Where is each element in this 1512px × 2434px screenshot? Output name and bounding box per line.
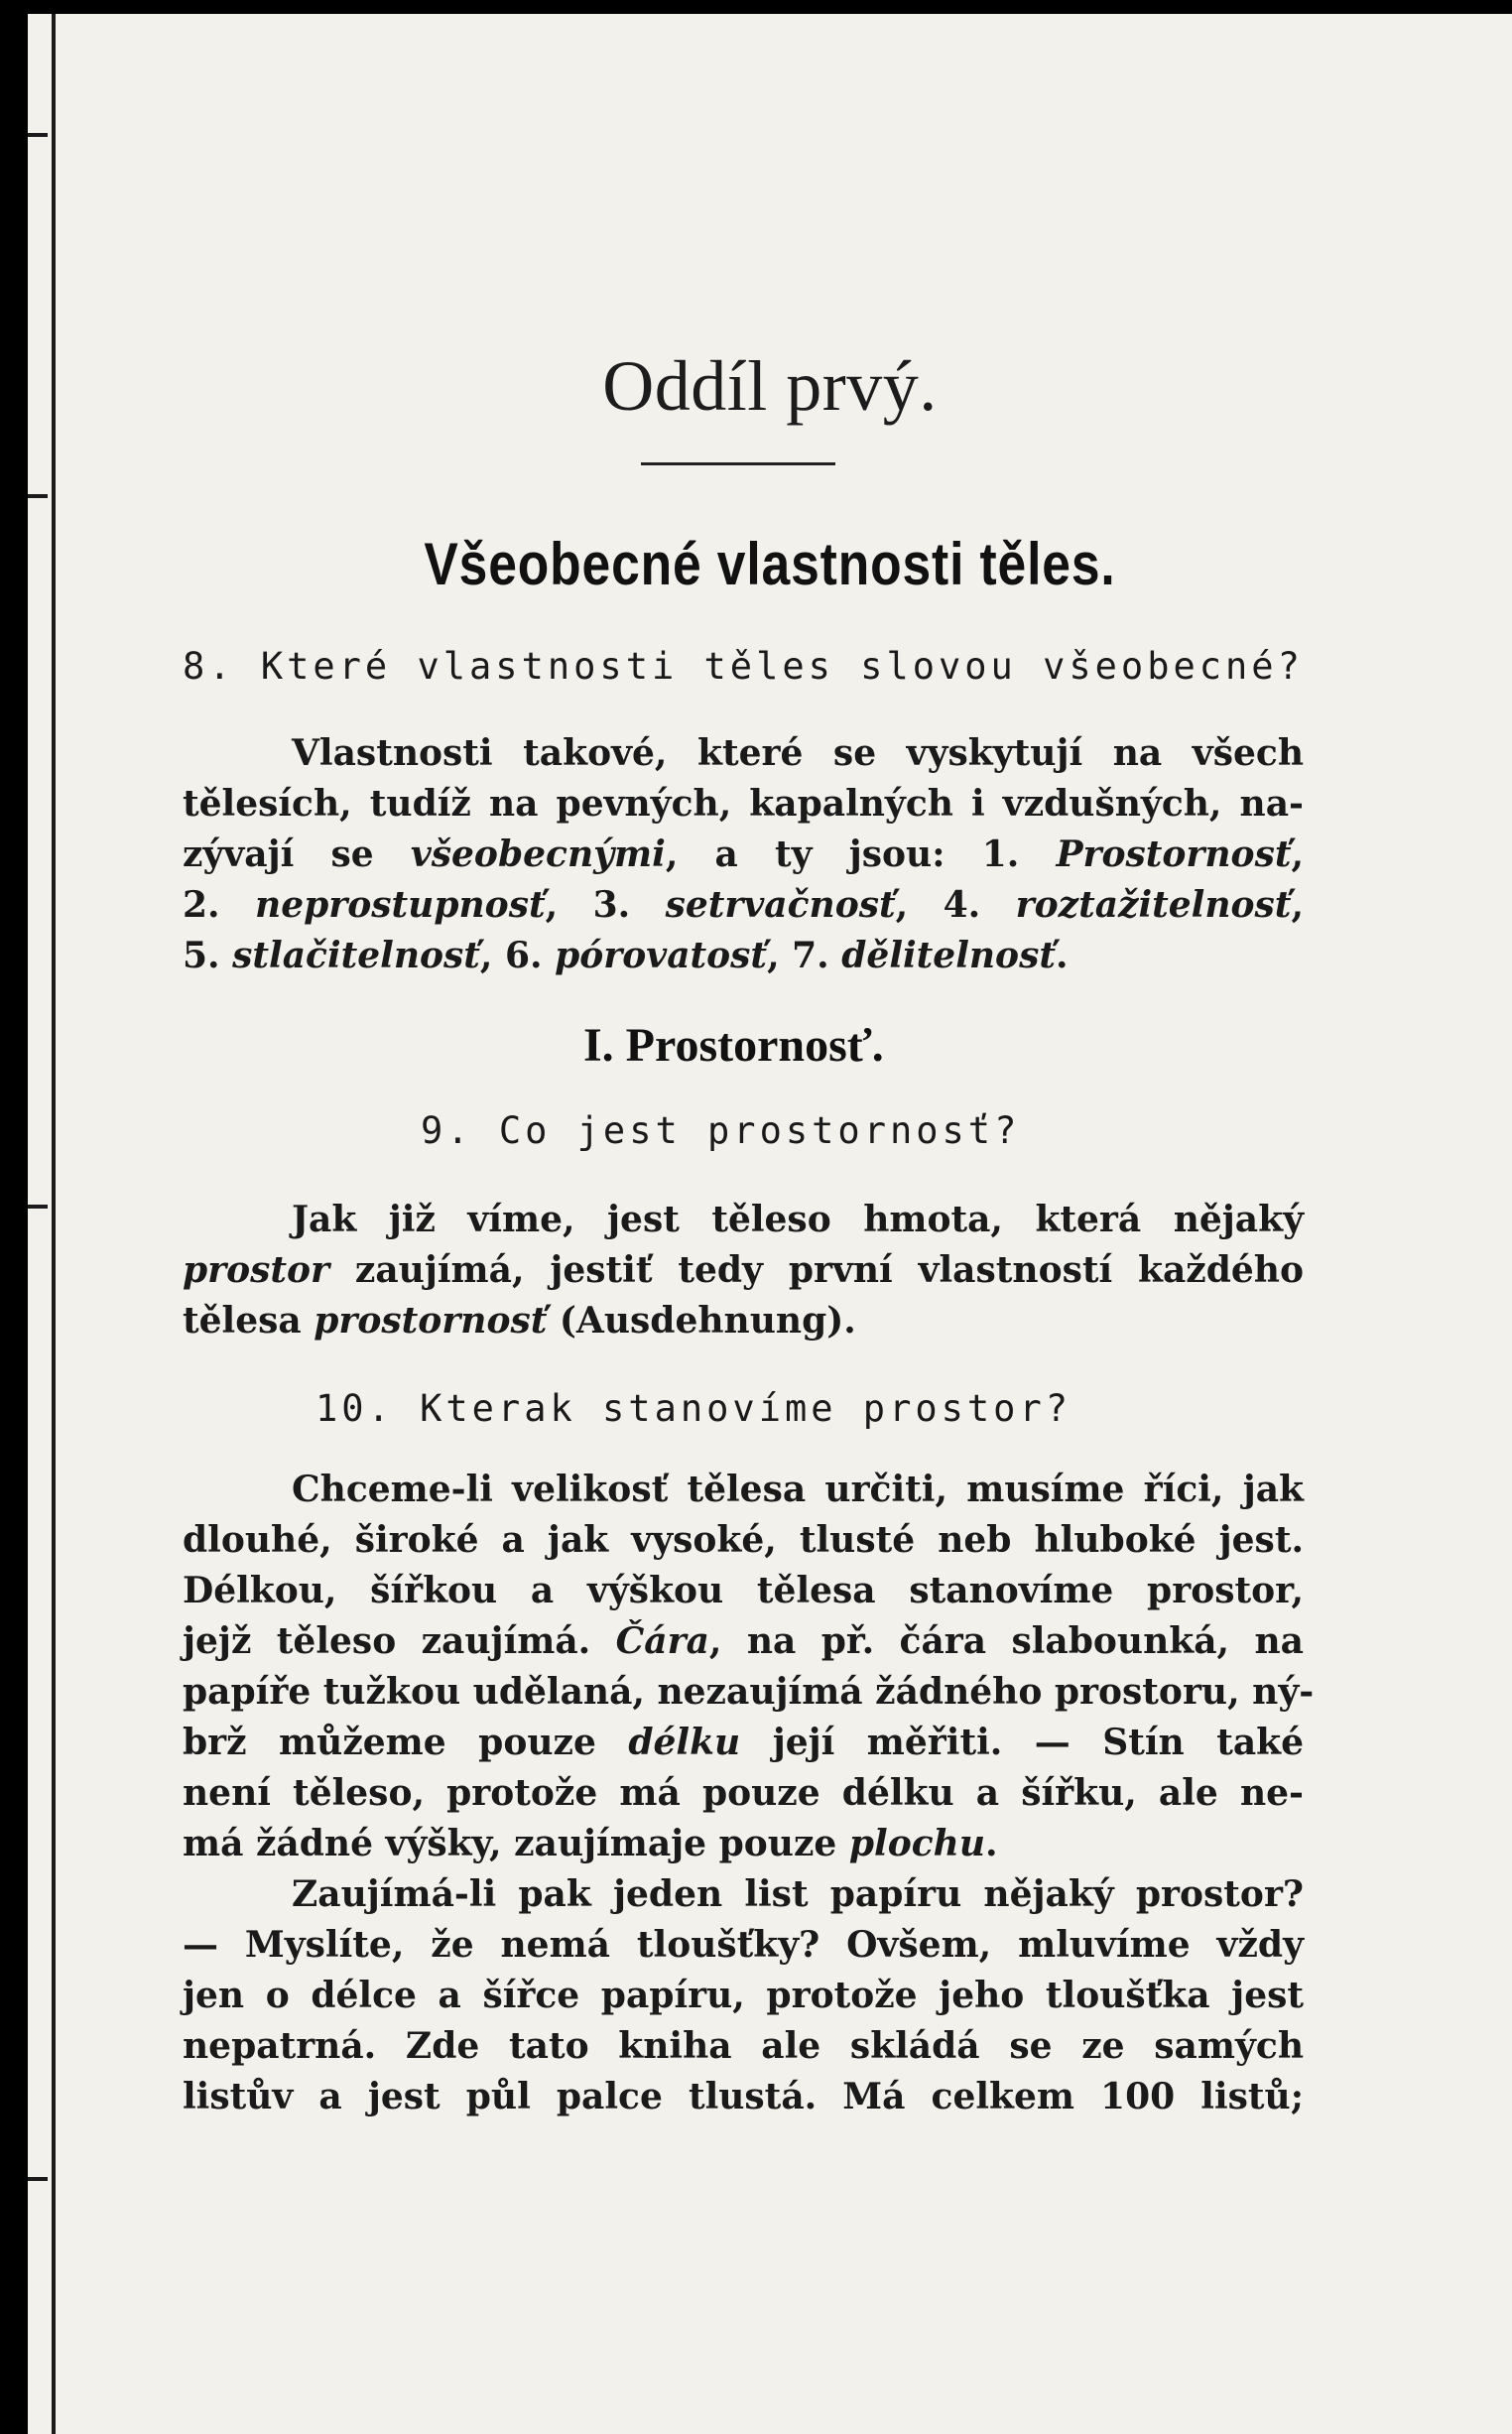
answer-9-line: Jak již víme, jest těleso hmota, která nějaký	[292, 1199, 1304, 1240]
term-prostornost-9: prostornosť	[314, 1300, 548, 1342]
answer-10-line: papíře tužkou udělaná, nezaujímá žádného prostoru, ný-	[183, 1671, 1315, 1713]
answer-10-line: dlouhé, široké a jak vysoké, tlusté neb hluboké jest.	[183, 1519, 1304, 1561]
term-prostornost: Prostornosť	[1056, 833, 1292, 875]
answer-9-line: tělesa prostornosť (Ausdehnung).	[183, 1300, 856, 1342]
question-8: 8. Které vlastnosti těles slovou všeobecné?	[183, 645, 1304, 688]
book-page	[28, 14, 1512, 2434]
spine-mark	[28, 1205, 48, 1209]
answer-8-line: Vlastnosti takové, které se vyskytují na všech	[292, 732, 1304, 774]
answer-9	[183, 1195, 1304, 1346]
spine-mark	[28, 133, 48, 137]
chapter-title: Oddíl prvý.	[602, 346, 938, 426]
answer-10-line: Délkou, šířkou a výškou tělesa stanovíme prostor,	[183, 1570, 1304, 1611]
spine-mark	[28, 494, 48, 498]
spine-mark	[28, 2177, 48, 2181]
title-divider	[641, 462, 835, 465]
term-delitelnost: dělitelnosť	[841, 935, 1056, 976]
term-cara: Čára	[615, 1620, 709, 1662]
term-stlacitelnost: stlačitelnosť	[232, 935, 480, 976]
term-delku: délku	[628, 1722, 741, 1763]
answer-10-line: brž můžeme pouze délku její měřiti. — Stín také	[183, 1722, 1304, 1763]
answer-8-line: tělesích, tudíž na pevných, kapalných i vzdušných, na-	[183, 783, 1304, 825]
answer-8-line: zývají se všeobecnými, a ty jsou: 1. Prostornosť,	[183, 833, 1305, 875]
term-neprostupnost: neprostupnosť	[255, 884, 546, 926]
answer-10-line: — Myslíte, že nemá tloušťky? Ovšem, mluvíme vždy	[183, 1924, 1304, 1966]
answer-10-line: není těleso, protože má pouze délku a šířku, ale ne-	[183, 1772, 1304, 1814]
question-10: 10. Kterak stanovíme prostor?	[315, 1387, 1072, 1430]
answer-10-line: nepatrná. Zde tato kniha ale skládá se ze samých	[183, 2025, 1304, 2067]
answer-10-line: jen o délce a šířce papíru, protože jeho tloušťka jest	[183, 1975, 1304, 2016]
answer-10-line: jejž těleso zaujímá. Čára, na př. čára slabounká, na	[183, 1620, 1304, 1662]
answer-9-line: prostor zaujímá, jestiť tedy první vlastností každého	[183, 1249, 1304, 1291]
term-setrvacnost: setrvačnosť	[665, 884, 896, 926]
answer-10-line: má žádné výšky, zaujímaje pouze plochu.	[183, 1823, 998, 1864]
term-plochu: plochu	[848, 1823, 985, 1864]
answer-10	[183, 1465, 1315, 2122]
answer-10-line: listův a jest půl palce tlustá. Má celkem 100 listů;	[183, 2076, 1304, 2117]
answer-10-line: Chceme-li velikosť tělesa určiti, musíme říci, jak	[292, 1469, 1304, 1510]
answer-8-line: 2. neprostupnosť, 3. setrvačnosť, 4. roztažitelnosť,	[183, 884, 1304, 926]
term-prostor: prostor	[183, 1249, 330, 1291]
answer-8-line: 5. stlačitelnosť, 6. pórovatosť, 7. dělitelnosť.	[183, 935, 1069, 976]
term-roztazitelnost: roztažitelnosť	[1015, 884, 1292, 926]
term-vseobecne: všeobecnými	[410, 833, 666, 875]
term-porovatost: pórovatosť	[555, 935, 768, 976]
answer-10-line: Zaujímá-li pak jeden list papíru nějaký prostor?	[292, 1873, 1304, 1915]
question-9: 9. Co jest prostornosť?	[421, 1109, 1021, 1152]
answer-8	[183, 728, 1304, 981]
section-heading: I. Prostornosť.	[583, 1019, 884, 1072]
main-heading: Všeobecné vlastnosti těles.	[424, 531, 1116, 597]
